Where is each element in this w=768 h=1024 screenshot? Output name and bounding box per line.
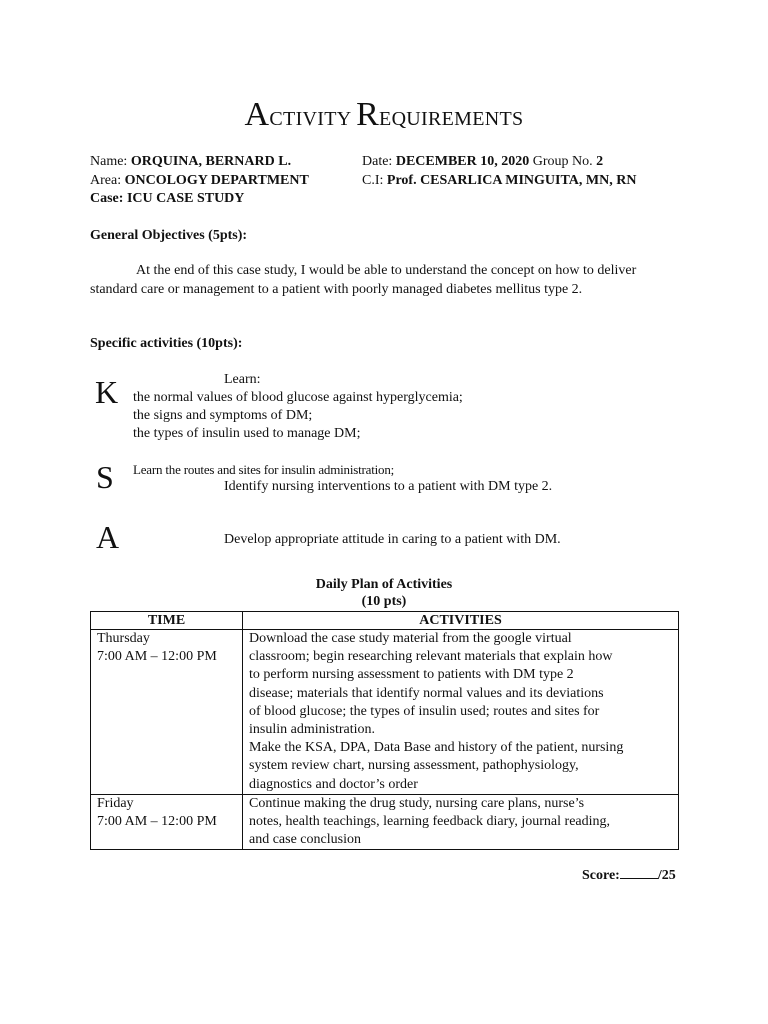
daily-plan-table <box>90 611 679 850</box>
table-row <box>91 794 679 850</box>
activity-line: system review chart, nursing assessment, pathophysiology, <box>249 758 579 774</box>
document-title <box>0 96 768 134</box>
s-line-2: Identify nursing interventions to a patient with DM type 2. <box>224 479 553 494</box>
table-row <box>91 630 679 795</box>
time-range: 7:00 AM – 12:00 PM <box>97 814 217 830</box>
area-value: ONCOLOGY DEPARTMENT <box>124 173 309 188</box>
case-line <box>90 190 244 208</box>
group-value: 2 <box>596 154 604 169</box>
k-intro: Learn: <box>224 372 261 387</box>
ci-label: C.I: <box>362 173 384 188</box>
a-line-1: Develop appropriate attitude in caring to a patient with DM. <box>224 532 561 547</box>
specific-activities-heading: Specific activities (10pts): <box>90 336 243 351</box>
k-item: the types of insulin used to manage DM; <box>133 426 361 441</box>
activities-cell <box>243 794 679 850</box>
day-label: Friday <box>97 795 134 811</box>
title-rest-activity: CTIVITY <box>269 108 351 130</box>
time-cell <box>91 794 243 850</box>
time-range: 7:00 AM – 12:00 PM <box>97 649 217 665</box>
column-header-time: TIME <box>91 612 243 630</box>
activity-line: classroom; begin researching relevant materials that explain how <box>249 649 613 665</box>
date-line <box>362 153 603 171</box>
score-blank <box>620 866 658 879</box>
date-value: DECEMBER 10, 2020 <box>395 154 530 169</box>
daily-plan-title: Daily Plan of Activities <box>315 577 453 592</box>
table-header-row <box>91 612 679 630</box>
ksa-letter-a: A <box>96 519 120 555</box>
activity-line: Continue making the drug study, nursing care plans, nurse’s <box>249 795 585 811</box>
area-line <box>90 172 309 190</box>
activity-line: disease; materials that identify normal values and its deviations <box>249 685 604 701</box>
name-label: Name: <box>90 154 128 169</box>
ksa-letter-s: S <box>96 459 114 495</box>
area-label: Area: <box>90 173 122 188</box>
column-header-activities: ACTIVITIES <box>243 612 679 630</box>
activity-line: of blood glucose; the types of insulin used; routes and sites for <box>249 703 600 719</box>
title-initial-a: A <box>244 96 270 133</box>
time-cell <box>91 630 243 795</box>
title-initial-r: R <box>356 96 380 133</box>
k-item: the signs and symptoms of DM; <box>133 408 313 423</box>
activity-line: and case conclusion <box>249 832 361 848</box>
general-objectives-heading: General Objectives (5pts): <box>90 228 248 243</box>
title-rest-requirements: EQUIREMENTS <box>379 108 524 130</box>
group-label: Group No. <box>532 154 593 169</box>
k-item: the normal values of blood glucose against hyperglycemia; <box>133 390 463 405</box>
name-value: ORQUINA, BERNARD L. <box>130 154 292 169</box>
day-label: Thursday <box>97 631 150 646</box>
score-total: /25 <box>657 868 676 883</box>
ci-value: Prof. CESARLICA MINGUITA, MN, RN <box>386 173 637 188</box>
activity-line: Make the KSA, DPA, Data Base and history of the patient, nursing <box>249 740 624 756</box>
activity-line: to perform nursing assessment to patients with DM type 2 <box>249 667 574 683</box>
s-line-1: Learn the routes and sites for insulin administration; <box>133 462 395 477</box>
activity-line: Download the case study material from the google virtual <box>249 631 572 646</box>
ci-line <box>362 172 636 190</box>
score-line <box>582 866 676 884</box>
date-label: Date: <box>362 154 393 169</box>
activity-line: notes, health teachings, learning feedback diary, journal reading, <box>249 814 611 830</box>
name-line <box>90 153 291 171</box>
activities-cell <box>243 630 679 795</box>
ksa-letter-k: K <box>95 374 119 410</box>
case-value: ICU CASE STUDY <box>126 191 245 206</box>
general-objectives-text: At the end of this case study, I would be able to understand the concept on how to deliver standard care or management to a patient with poorly managed diabetes mellitus type 2. <box>90 263 637 297</box>
activity-line: diagnostics and doctor’s order <box>249 776 418 792</box>
score-label: Score: <box>582 868 620 883</box>
daily-plan-points: (10 pts) <box>361 594 407 609</box>
activity-line: insulin administration. <box>249 722 375 738</box>
case-label: Case: <box>90 191 124 206</box>
